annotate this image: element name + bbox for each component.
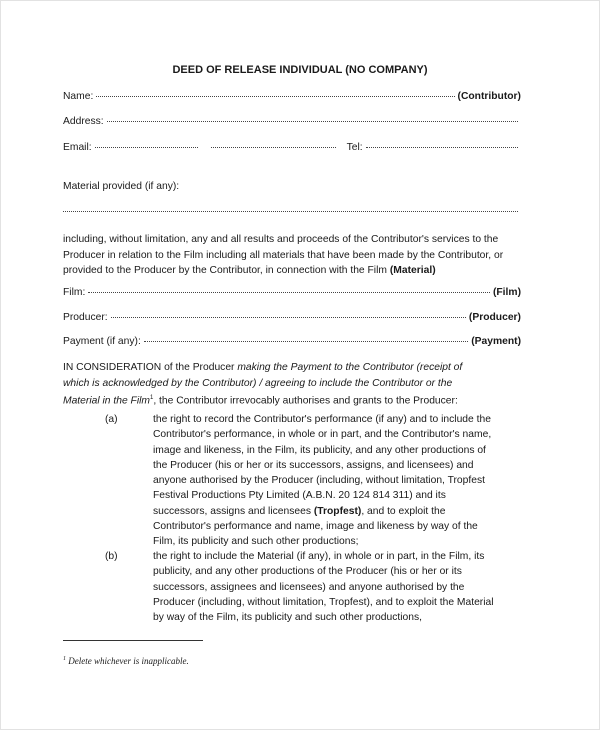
grant-item-a	[63, 412, 523, 550]
footnote: $^1$ Delete whichever is inapplicable.	[63, 656, 189, 666]
payment-field[interactable]	[63, 336, 521, 350]
film-blank[interactable]	[88, 292, 490, 293]
grant-item-b	[63, 549, 523, 625]
item-label: (a)	[105, 414, 118, 425]
producer-blank[interactable]	[111, 317, 466, 318]
producer-field[interactable]	[63, 312, 521, 326]
address-field[interactable]	[63, 116, 521, 130]
document-title: DEED OF RELEASE INDIVIDUAL (NO COMPANY)	[172, 64, 428, 76]
name-blank[interactable]	[96, 96, 454, 97]
address-label: Address:	[63, 116, 104, 127]
item-text: the right to record the Contributor's performance (if any) and to include the Contributor's performance, in whole or in part, and the Contributor's name, image and likeness, in the Film, its publicity, and any other productions of the Producer (his or her or its successors, assigns, and licensees) and anyone authorised by the Producer (including, without limitation, Tropfest Festival Productions Pty Limited (A.B.N. 20 124 814 311) and its successors, assigns and licensees (Tropfest), and to exploit the Contributor's performance and name, image and likeness by way of the Film, its publicity and such other productions;	[153, 414, 492, 548]
material-field[interactable]	[63, 213, 521, 227]
footnote-divider	[63, 640, 203, 641]
payment-suffix: (Payment)	[471, 336, 521, 347]
film-field[interactable]	[63, 287, 521, 301]
material-label-row	[63, 181, 521, 195]
producer-label: Producer:	[63, 312, 108, 323]
consideration-paragraph: IN CONSIDERATION of the Producer making the Payment to the Contributor (receipt of which is acknowledged by the Contributor) / agreeing to include the Contributor or the Material in the Film$^1$, the Contributor irrevocably authorises and grants to the Producer:	[63, 362, 463, 407]
tel-label: Tel:	[346, 142, 363, 153]
name-field[interactable]	[63, 91, 521, 105]
email-blank-2[interactable]	[211, 147, 336, 148]
payment-label: Payment (if any):	[63, 336, 141, 347]
email-label: Email:	[63, 142, 92, 153]
material-label: Material provided (if any):	[63, 181, 180, 192]
email-tel-field[interactable]	[63, 142, 521, 156]
email-blank[interactable]	[95, 147, 198, 148]
film-suffix: (Film)	[492, 287, 521, 298]
material-blank[interactable]	[63, 211, 518, 212]
film-label: Film:	[63, 287, 86, 298]
producer-suffix: (Producer)	[468, 312, 521, 323]
item-text: the right to include the Material (if any), in whole or in part, in the Film, its publicity, and any other productions of the Producer (his or her or its successors, assignees and licensees) and anyone authorised by the Producer (including, without limitation, Tropfest), and to exploit the Material by way of the Film, its publicity and such other productions,	[153, 551, 494, 624]
address-blank[interactable]	[107, 121, 518, 122]
tel-blank[interactable]	[366, 147, 518, 148]
material-paragraph: including, without limitation, any and all results and proceeds of the Contributor's services to the Producer in relation to the Film including all materials that have been made by the Contributor, or provided to the Producer by the Contributor, in connection with the Film (Material)	[63, 234, 504, 276]
name-suffix: (Contributor)	[457, 91, 521, 102]
item-label: (b)	[105, 551, 118, 562]
payment-blank[interactable]	[144, 341, 468, 342]
name-label: Name:	[63, 91, 94, 102]
